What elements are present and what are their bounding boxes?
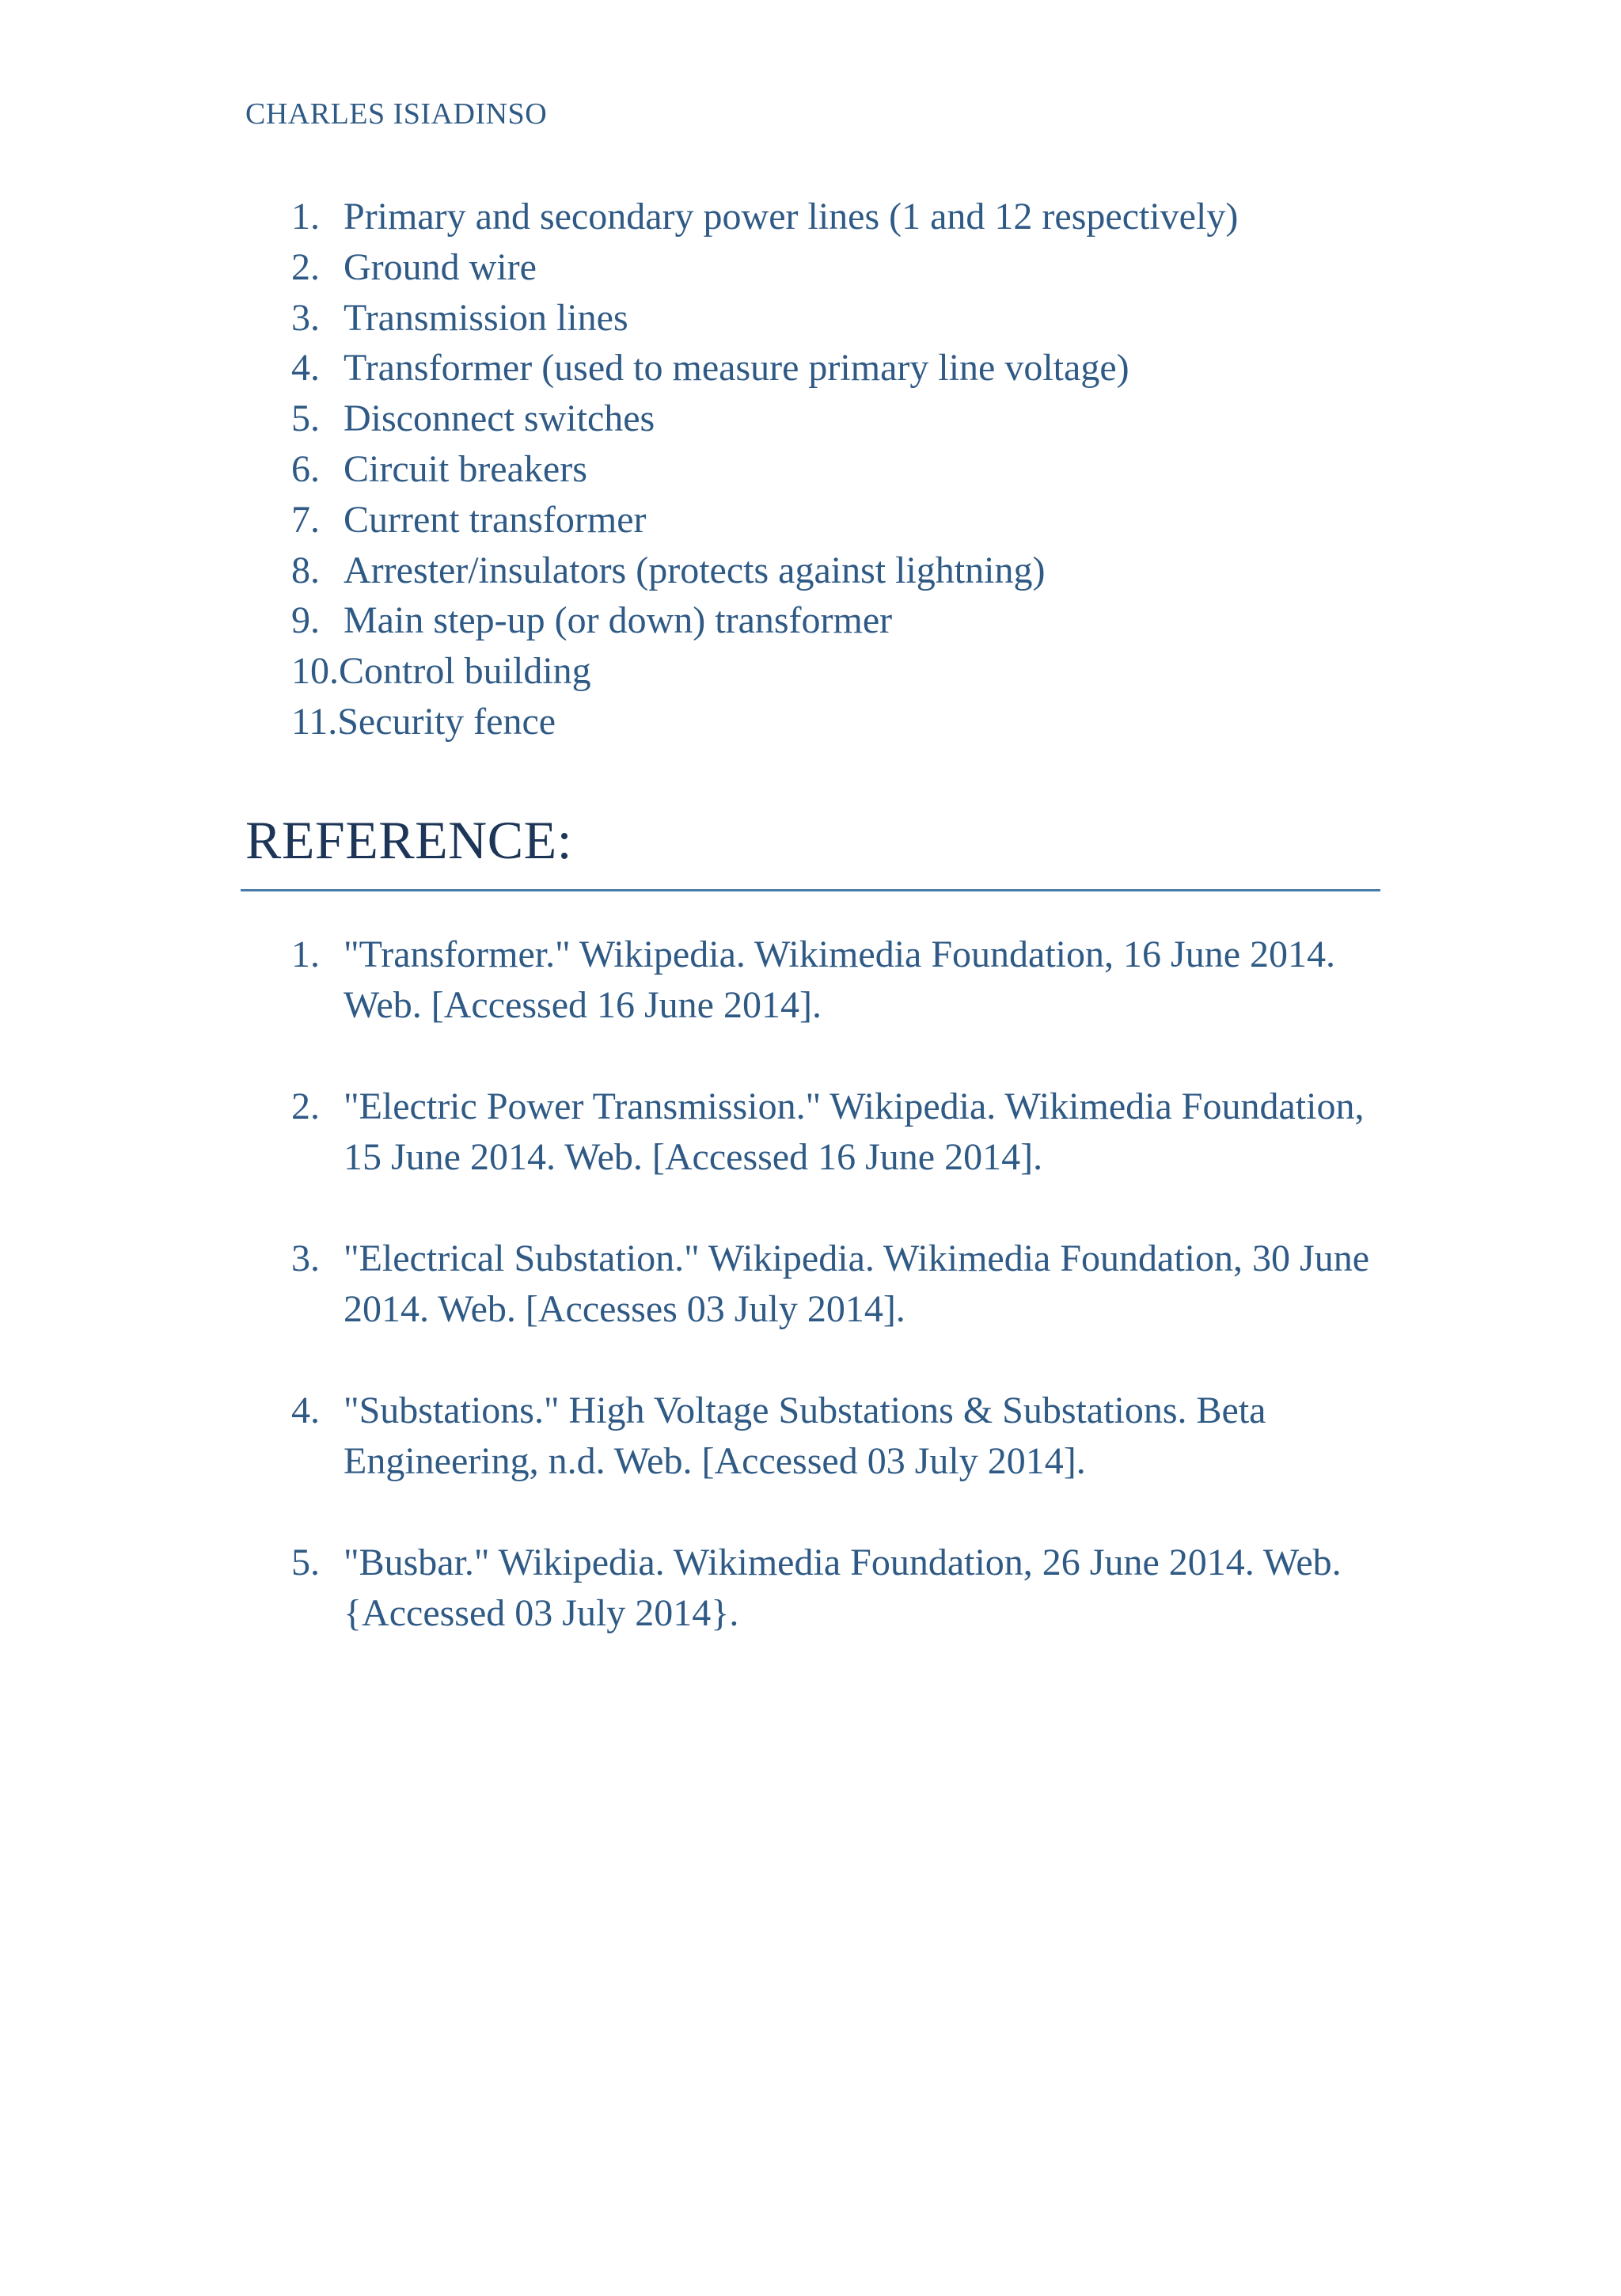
author-header: CHARLES ISIADINSO: [245, 97, 548, 131]
reference-item: [291, 1234, 1404, 1335]
list-number: 2.: [291, 245, 320, 288]
list-item: [291, 393, 1238, 444]
list-item: [291, 495, 1238, 545]
list-number: 7.: [291, 498, 320, 541]
list-number: 8.: [291, 549, 320, 591]
reference-list: [291, 929, 1404, 1690]
reference-text: "Substations." High Voltage Substations & Substations. Beta Engineering, n.d. Web. [Accessed 03 July 2014].: [344, 1389, 1266, 1482]
list-number: 5.: [291, 397, 320, 440]
reference-number: 2.: [291, 1085, 320, 1127]
list-item: [291, 293, 1238, 344]
list-number: 3.: [291, 296, 320, 339]
reference-text: "Electrical Substation." Wikipedia. Wikimedia Foundation, 30 June 2014. Web. [Accesses 03 July 2014].: [344, 1237, 1369, 1330]
list-number: 11.: [291, 700, 338, 743]
list-item: [291, 242, 1238, 293]
list-text: Main step-up (or down) transformer: [344, 599, 893, 642]
list-item: [291, 444, 1238, 495]
list-text: Control building: [339, 650, 591, 693]
reference-text: "Busbar." Wikipedia. Wikimedia Foundation, 26 June 2014. Web. {Accessed 03 July 2014}.: [344, 1541, 1342, 1634]
heading-divider: [241, 889, 1380, 891]
list-item: [291, 545, 1238, 596]
substation-parts-list: [291, 192, 1238, 747]
list-text: Arrester/insulators (protects against lightning): [344, 549, 1046, 591]
reference-number: 1.: [291, 933, 320, 975]
list-number: 6.: [291, 447, 320, 490]
reference-item: [291, 1081, 1404, 1183]
list-number: 1.: [291, 196, 320, 238]
list-item: [291, 192, 1238, 242]
list-item: [291, 343, 1238, 393]
reference-number: 3.: [291, 1237, 320, 1279]
list-text: Transmission lines: [344, 296, 628, 339]
list-text: Ground wire: [344, 245, 537, 288]
reference-heading: REFERENCE:: [245, 810, 573, 870]
list-number: 9.: [291, 599, 320, 642]
reference-number: 5.: [291, 1541, 320, 1583]
list-text: Security fence: [337, 700, 556, 743]
reference-text: "Electric Power Transmission." Wikipedia. Wikimedia Foundation, 15 June 2014. Web. [Accessed 16 June 2014].: [344, 1085, 1365, 1178]
reference-number: 4.: [291, 1389, 320, 1431]
reference-item: [291, 1386, 1404, 1487]
list-text: Primary and secondary power lines (1 and 12 respectively): [344, 196, 1239, 238]
list-text: Transformer (used to measure primary line voltage): [344, 347, 1129, 390]
list-number: 10.: [291, 650, 339, 693]
list-text: Current transformer: [344, 498, 647, 541]
list-item: [291, 595, 1238, 646]
reference-text: "Transformer." Wikipedia. Wikimedia Foundation, 16 June 2014. Web. [Accessed 16 June 2014].: [344, 933, 1335, 1026]
reference-item: [291, 929, 1404, 1031]
list-item: [291, 697, 1238, 747]
reference-item: [291, 1538, 1404, 1639]
list-item: [291, 646, 1238, 697]
list-number: 4.: [291, 347, 320, 390]
list-text: Disconnect switches: [344, 397, 655, 440]
list-text: Circuit breakers: [344, 447, 587, 490]
